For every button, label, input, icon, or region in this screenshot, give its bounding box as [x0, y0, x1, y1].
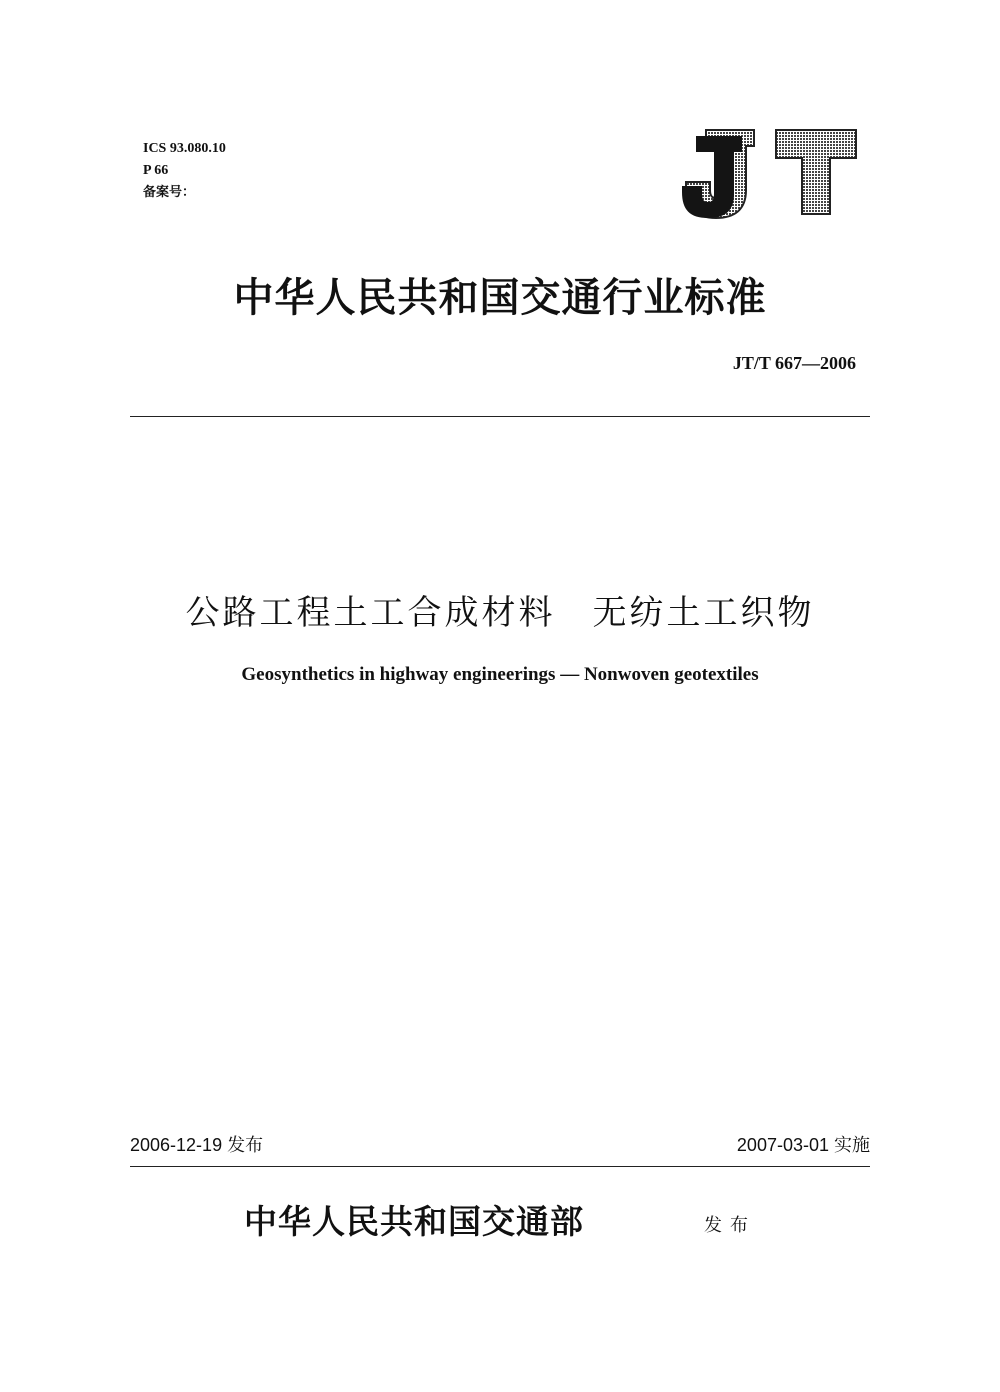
- ics-code: ICS 93.080.10: [143, 141, 226, 156]
- filing-number-label: 备案号：: [143, 185, 196, 200]
- jt-logo: [680, 126, 860, 220]
- document-title-english: Geosynthetics in highway engineerings — Nonwoven geotextiles: [241, 664, 759, 685]
- bottom-divider: [130, 1166, 870, 1167]
- category-code: P 66: [143, 163, 169, 178]
- letter-t: [770, 130, 856, 218]
- issuing-authority: 中华人民共和国交通部: [244, 1202, 584, 1241]
- top-divider: [130, 416, 870, 417]
- letter-j: [682, 130, 754, 218]
- implementation-date: 2007-03-01 实施: [736, 1135, 870, 1155]
- standard-number: JT/T 667—2006: [732, 353, 856, 373]
- issue-action-label: 发布: [704, 1215, 756, 1236]
- classification-codes: [143, 138, 226, 204]
- standard-category-heading: 中华人民共和国交通行业标准: [233, 274, 767, 321]
- document-title-chinese: 公路工程土工合成材料 无纺土工织物: [185, 593, 815, 633]
- issue-date: 2006-12-19 发布: [130, 1135, 264, 1155]
